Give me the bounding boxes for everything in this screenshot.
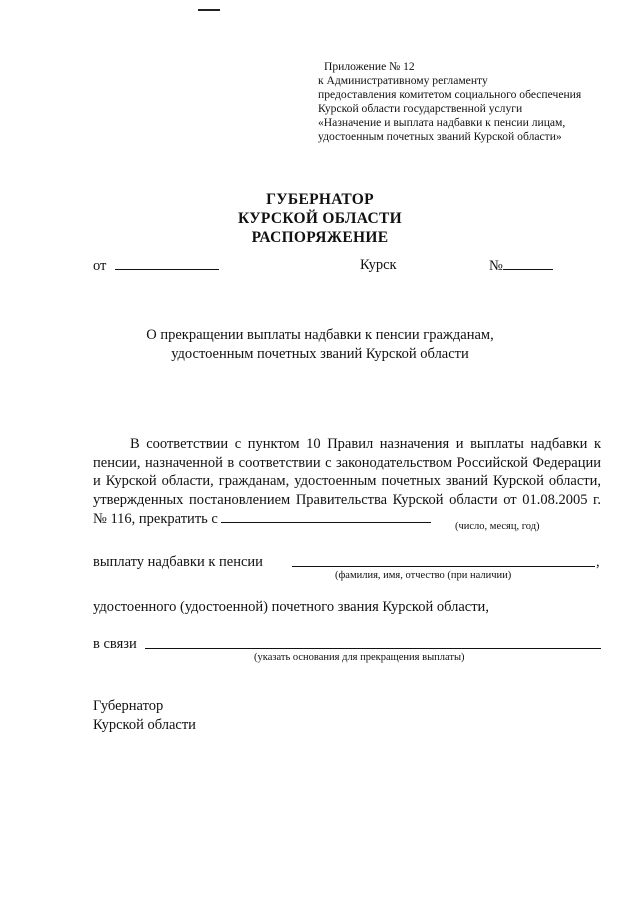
date-label: от: [93, 258, 107, 274]
title-line: удостоенного (удостоенной) почетного звания Курской области,: [93, 599, 489, 615]
appendix-line: Приложение № 12: [324, 60, 415, 73]
number-label: №: [489, 258, 503, 274]
payment-trailing: ,: [596, 554, 600, 570]
document-type: РАСПОРЯЖЕНИЕ: [251, 229, 389, 246]
signatory-region: Курской области: [93, 717, 196, 733]
appendix-note: [318, 60, 618, 144]
reason-hint: (указать основания для прекращения выплаты): [254, 652, 465, 663]
document-heading: [0, 190, 640, 247]
city-name: Курск: [360, 257, 397, 273]
date-blank[interactable]: [115, 256, 219, 270]
body-text: В соответствии с пунктом 10 Правил назначения и выплаты надбавки к пенсии, назначенной в соответствии с законодательством Российской Федерации и Курской области, гражданам, удостоенным почетных званий Курской области, утвержденных постановлением Правительства Курской области от 01.08.2005 г. № 116, прекратить с: [93, 436, 601, 527]
scan-mark: [198, 9, 220, 11]
appendix-line: Курской области государственной услуги: [318, 102, 523, 115]
appendix-line: «Назначение и выплата надбавки к пенсии лицам,: [318, 116, 566, 129]
signatory-title: Губернатор: [93, 698, 164, 714]
authority-region: КУРСКОЙ ОБЛАСТИ: [238, 210, 402, 227]
date-blank-field[interactable]: [221, 509, 431, 523]
reason-blank[interactable]: [145, 648, 601, 649]
date-hint: (число, месяц, год): [455, 521, 540, 532]
payment-label: выплату надбавки к пенсии: [93, 554, 263, 570]
reason-label: в связи: [93, 636, 137, 652]
number-blank[interactable]: [503, 256, 553, 270]
authority-title: ГУБЕРНАТОР: [266, 191, 374, 208]
subject-line: О прекращении выплаты надбавки к пенсии гражданам,: [146, 327, 494, 343]
name-blank[interactable]: [292, 566, 595, 567]
number-field: [489, 256, 553, 275]
date-field: [93, 256, 219, 275]
body-paragraph: [93, 435, 601, 529]
appendix-line: удостоенным почетных званий Курской области»: [318, 130, 562, 143]
name-hint: (фамилия, имя, отчество (при наличии): [335, 570, 512, 581]
appendix-line: к Административному регламенту: [318, 74, 488, 87]
document-subject: [0, 326, 640, 364]
appendix-line: предоставления комитетом социального обеспечения: [318, 88, 582, 101]
signature-block: [93, 697, 196, 735]
subject-line: удостоенным почетных званий Курской области: [171, 346, 469, 362]
